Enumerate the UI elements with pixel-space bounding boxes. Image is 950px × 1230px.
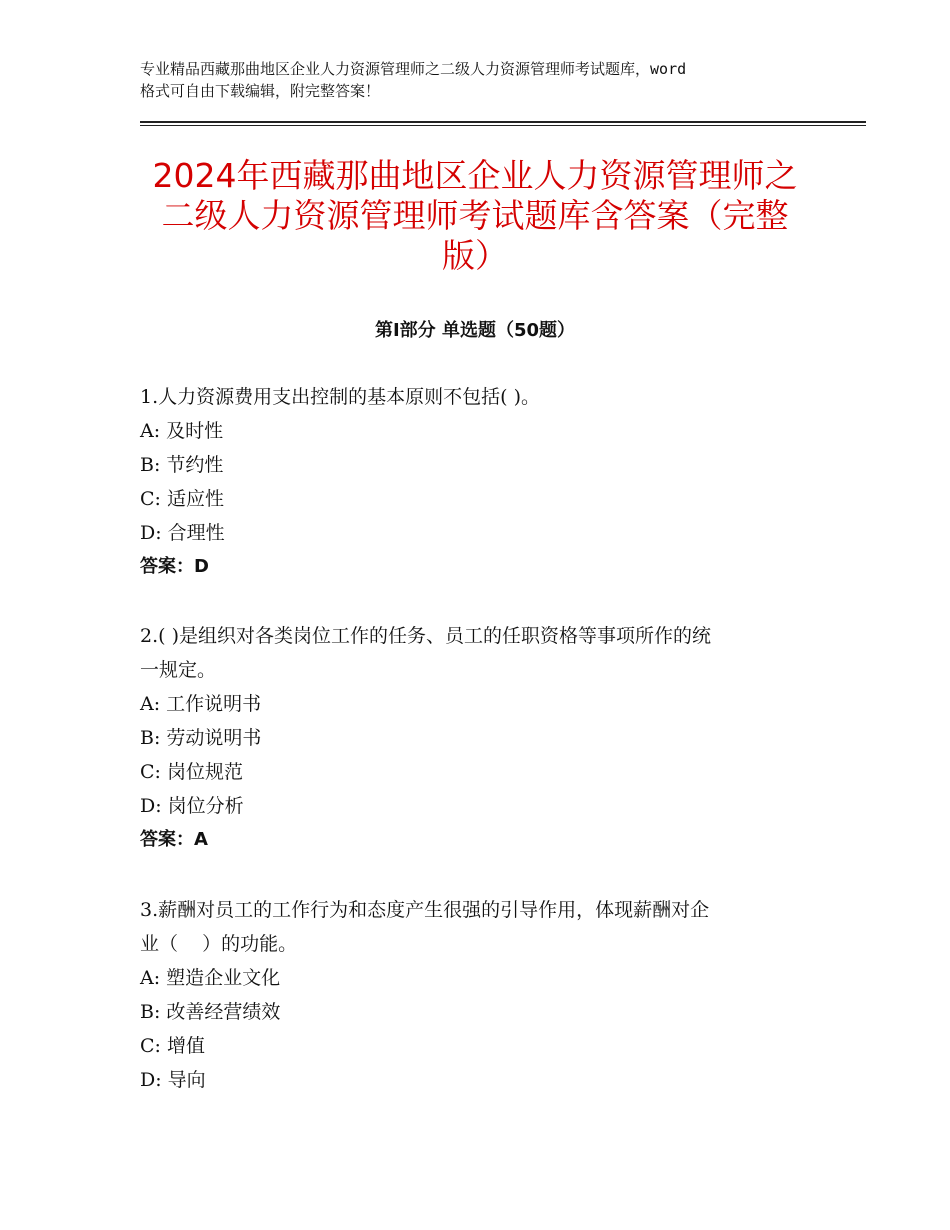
option-a: A: 及时性: [140, 420, 224, 442]
option-a: A: 塑造企业文化: [140, 967, 281, 989]
option-d: D: 岗位分析: [140, 795, 244, 817]
question-stem-line: 业（ ）的功能。: [140, 933, 298, 955]
header-note: [140, 58, 830, 102]
header-divider-thick: [140, 121, 866, 123]
option-d: D: 合理性: [140, 522, 225, 544]
question-stem: [140, 893, 820, 961]
question-stem: [140, 380, 820, 414]
header-note-line-1: 专业精品西藏那曲地区企业人力资源管理师之二级人力资源管理师考试题库，word: [140, 60, 687, 78]
option-b: B: 节约性: [140, 454, 224, 476]
option-c: C: 增值: [140, 1035, 205, 1057]
option-b: B: 改善经营绩效: [140, 1001, 281, 1023]
question-stem-line: 2.( )是组织对各类岗位工作的任务、员工的任职资格等事项所作的统: [140, 625, 711, 647]
document-title-line-3: 版）: [442, 236, 508, 275]
section-heading: 第Ⅰ部分 单选题（50题）: [374, 320, 575, 341]
question-stem: [140, 619, 820, 687]
question-1: [140, 380, 820, 584]
document-title: [140, 156, 810, 276]
option-a: A: 工作说明书: [140, 693, 262, 715]
question-stem-line: 3.薪酬对员工的工作行为和态度产生很强的引导作用，体现薪酬对企: [140, 899, 710, 921]
option-c: C: 适应性: [140, 488, 224, 510]
header-note-line-2: 格式可自由下载编辑，附完整答案！: [140, 82, 381, 100]
document-title-line-2: 二级人力资源管理师考试题库含答案（完整: [161, 196, 789, 235]
question-stem-line: 1.人力资源费用支出控制的基本原则不包括( )。: [140, 386, 540, 408]
question-2: [140, 619, 820, 857]
option-c: C: 岗位规范: [140, 761, 243, 783]
option-d: D: 导向: [140, 1069, 206, 1091]
answer: 答案：A: [140, 829, 208, 850]
option-b: B: 劳动说明书: [140, 727, 262, 749]
question-stem-line: 一规定。: [140, 659, 217, 681]
document-title-line-1: 2024年西藏那曲地区企业人力资源管理师之: [152, 156, 798, 195]
answer: 答案：D: [140, 556, 209, 577]
question-3: [140, 893, 820, 1097]
header-divider-thin: [140, 125, 866, 126]
